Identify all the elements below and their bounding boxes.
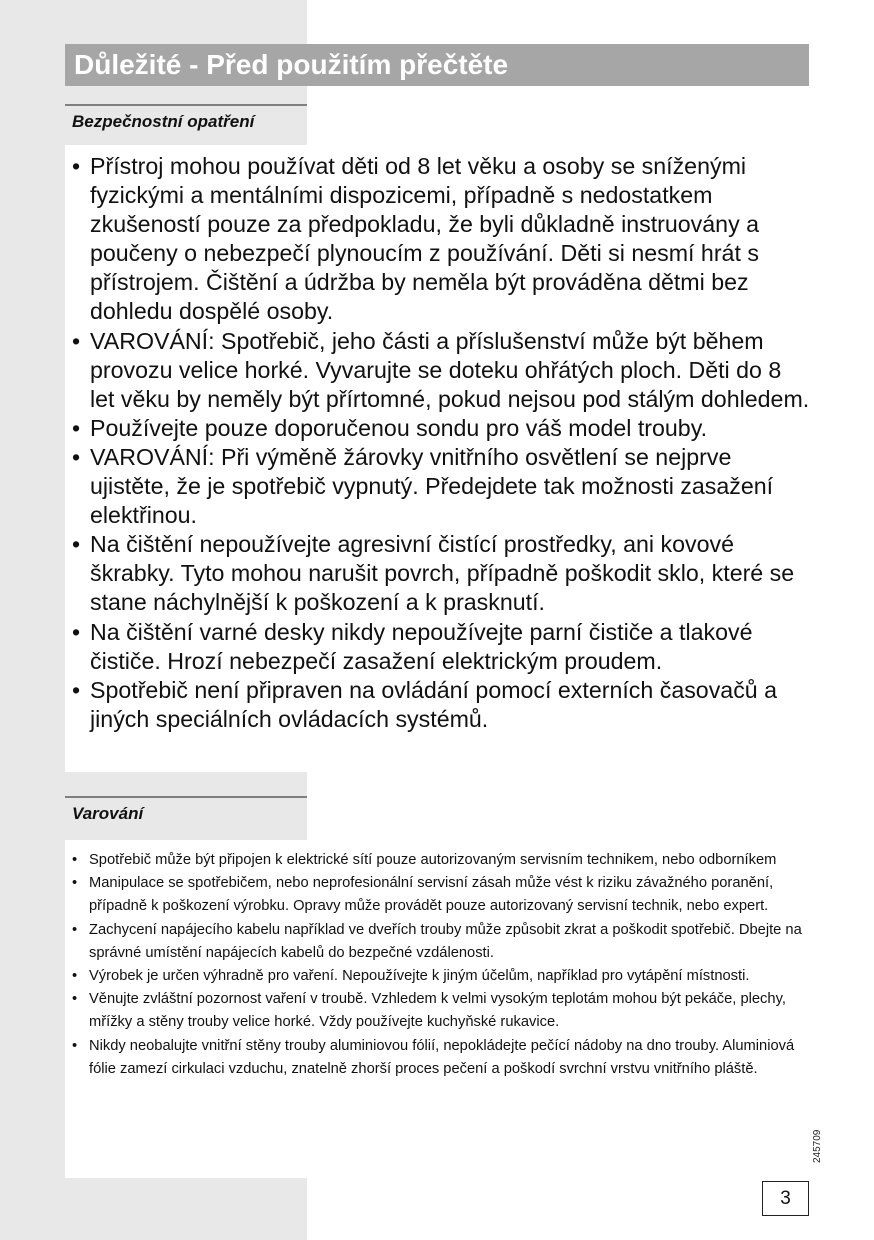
page-title-bar — [65, 44, 809, 86]
safety-item: • VAROVÁNÍ: Spotřebič, jeho části a příslušenství může být během provozu velice horké. Vyvarujte se doteku ohřátých ploch. Děti do 8 let věku by neměly být přírtomné, pokud nejsou pod stálým dohledem. — [72, 327, 810, 414]
warning-item: • Zachycení napájecího kabelu například ve dveřích trouby může způsobit zkrat a poškodit spotřebič. Dbejte na správné umístění napájecích kabelů do bezpečné vzdálenosti. — [72, 919, 810, 965]
document-code: 245709 — [812, 1129, 823, 1163]
section-heading-safety — [65, 104, 307, 132]
section-heading-warning — [65, 796, 307, 824]
warning-heading-text: Varování — [72, 804, 144, 823]
warning-item: • Manipulace se spotřebičem, nebo neprofesionální servisní zásah může vést k riziku závažného poranění, případně k poškození výrobku. Opravy může provádět pouze autorizovaný servisní technik, nebo expert. — [72, 872, 810, 918]
warning-list — [72, 849, 810, 1081]
warning-item: • Nikdy neobalujte vnitřní stěny trouby aluminiovou fólií, nepokládejte pečící nádoby na dno trouby. Aluminiová fólie zamezí cirkulaci vzduchu, znatelně zhorší proces pečení a poškodí svrchní vrstvu vnitřního pláště. — [72, 1035, 810, 1081]
warning-item: • Výrobek je určen výhradně pro vaření. Nepoužívejte k jiným účelům, například pro vytápění místnosti. — [72, 965, 810, 988]
safety-list — [72, 152, 810, 734]
safety-heading-text: Bezpečnostní opatření — [72, 112, 255, 131]
safety-item: • Spotřebič není připraven na ovládání pomocí externích časovačů a jiných speciálních ovládacích systémů. — [72, 676, 810, 734]
safety-item: • Na čištění varné desky nikdy nepoužívejte parní čističe a tlakové čističe. Hrozí nebezpečí zasažení elektrickým proudem. — [72, 618, 810, 676]
warning-item: • Věnujte zvláštní pozornost vaření v troubě. Vzhledem k velmi vysokým teplotám mohou být pekáče, plechy, mřížky a stěny trouby velice horké. Vždy používejte kuchyňské rukavice. — [72, 988, 810, 1034]
page-title: Důležité - Před použitím přečtěte — [74, 49, 509, 80]
safety-item: • Na čištění nepoužívejte agresivní čistící prostředky, ani kovové škrabky. Tyto mohou narušit povrch, případně poškodit sklo, které se stane náchylnější k poškození a k prasknutí. — [72, 530, 810, 617]
page-number: 3 — [762, 1181, 809, 1216]
safety-item: • Přístroj mohou používat děti od 8 let věku a osoby se sníženými fyzickými a mentálními dispozicemi, případně s nedostatkem zkušeností pouze za předpokladu, že byli důkladně instruovány a poučeny o nebezpečí plynoucím z používání. Děti si nesmí hrát s přístrojem. Čištění a údržba by neměla být prováděna dětmi bez dohledu dospělé osoby. — [72, 152, 810, 327]
warning-item: • Spotřebič může být připojen k elektrické sítí pouze autorizovaným servisním technikem, nebo odborníkem — [72, 849, 810, 872]
safety-item: • Používejte pouze doporučenou sondu pro váš model trouby. — [72, 414, 810, 443]
safety-item: • VAROVÁNÍ: Při výměně žárovky vnitřního osvětlení se nejprve ujistěte, že je spotřebič vypnutý. Předejdete tak možnosti zasažení elektřinou. — [72, 443, 810, 530]
